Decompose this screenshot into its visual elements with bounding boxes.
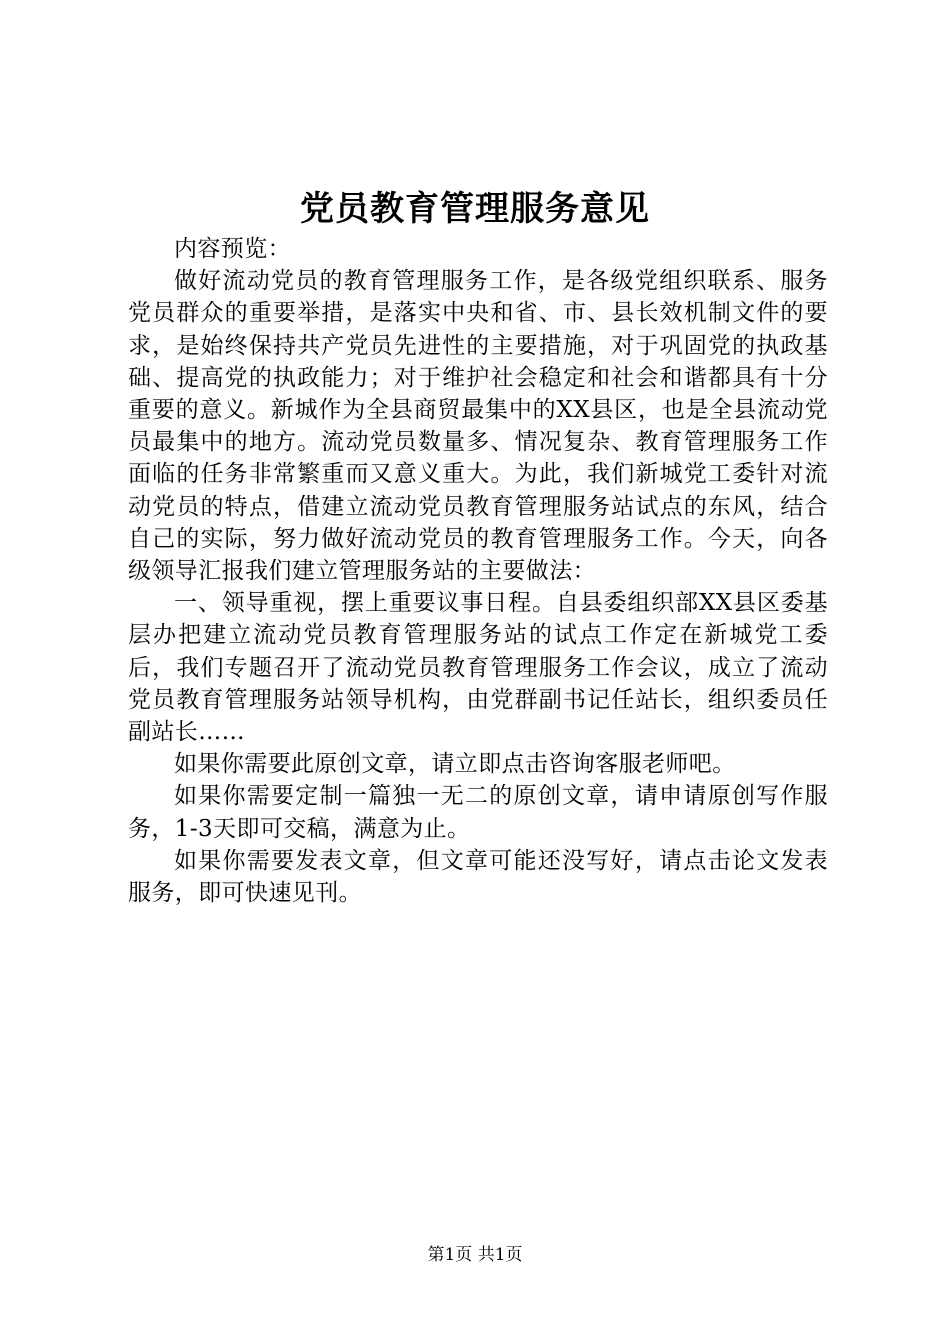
preview-label: 内容预览： <box>174 236 291 262</box>
section-one-paragraph: 一、领导重视，摆上重要议事日程。自县委组织部XX县区委基层办把建立流动党员教育管理服务站的试点工作定在新城党工委后，我们专题召开了流动党员教育管理服务工作会议，成立了流动党员教育管理服务站领导机构，由党群副书记任站长，组织委员任副站长…… <box>128 590 828 746</box>
document-title: 党员教育管理服务意见 <box>300 189 650 229</box>
consult-service-paragraph: 如果你需要此原创文章，请立即点击咨询客服老师吧。 <box>174 751 736 778</box>
custom-writing-paragraph: 如果你需要定制一篇独一无二的原创文章，请申请原创写作服务，1-3天即可交稿，满意为止。 <box>128 783 828 842</box>
page-number-footer: 第1页 共1页 <box>427 1245 523 1265</box>
intro-paragraph: 做好流动党员的教育管理服务工作，是各级党组织联系、服务党员群众的重要举措，是落实中央和省、市、县长效机制文件的要求，是始终保持共产党员先进性的主要措施，对于巩固党的执政基础、提高党的执政能力；对于维护社会稳定和社会和谐都具有十分重要的意义。新城作为全县商贸最集中的XX县区，也是全县流动党员最集中的地方。流动党员数量多、情况复杂、教育管理服务工作面临的任务非常繁重而又意义重大。为此，我们新城党工委针对流动党员的特点，借建立流动党员教育管理服务站试点的东风，结合自己的实际，努力做好流动党员的教育管理服务工作。今天，向各级领导汇报我们建立管理服务站的主要做法： <box>128 268 828 585</box>
document-body <box>128 233 828 909</box>
publish-service-paragraph: 如果你需要发表文章，但文章可能还没写好，请点击论文发表服务，即可快速见刊。 <box>128 847 828 907</box>
